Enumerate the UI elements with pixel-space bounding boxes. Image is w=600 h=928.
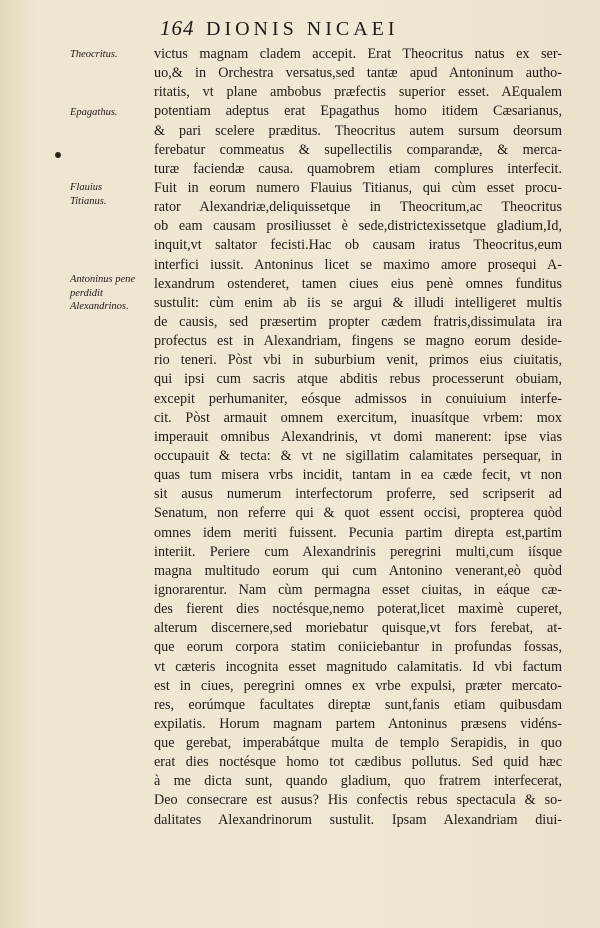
text-line: sustulit: cùm enim ab iis se argui & illudi intelligeret multis xyxy=(154,294,562,311)
text-line: sit ausus numerum interfectorum proferre, sed scripserit ad xyxy=(154,486,562,503)
text-line: interfici iussit. Antoninus licet se maximo amore prosequi A- xyxy=(154,256,562,273)
text-line: imperauit omnibus Alexandrinis, vt domi manerent: ipse vias xyxy=(154,428,562,445)
text-line: ob eam causam prosiliusset è sede,districtexissetque gladium,Id, xyxy=(154,218,562,235)
page-number: 164 xyxy=(160,16,195,40)
text-line: omnes idem meriti fuissent. Pecunia partim direpta est,partim xyxy=(154,524,562,541)
text-line: interiit. Periere cum Alexandrinis peregrini multi,cum iísque xyxy=(154,543,562,560)
text-line: que gerebat, imperabátque multa de templo Serapidis, in quo xyxy=(154,735,562,752)
text-line: excepit perhumaniter, eósque admissos in conuiuium interfe- xyxy=(154,390,562,407)
text-line: turæ faciendæ causa. quamobrem etiam complures interfecit. xyxy=(154,160,562,177)
text-line: rio teneri. Pòst vbi in suburbium venit, primos eius ciuitatis, xyxy=(154,352,562,369)
text-line: lexandrum ostenderet, tamen ciues eius penè omnes funditus xyxy=(154,275,562,292)
marginal-note-epagathus: Epagathus. xyxy=(70,107,118,118)
text-line: Deo consecrare est ausus? His confectis rebus spectacula & so- xyxy=(154,792,562,809)
body-text xyxy=(154,45,562,830)
running-head: DIONIS NICAEI xyxy=(206,18,399,40)
text-line: dalitates Alexandrinorum sustulit. Ipsam Alexandriam diui- xyxy=(154,811,562,828)
page-header xyxy=(0,16,600,42)
text-line: occupauit & tecta: & vt ne sigillatim calamitates persequar, in xyxy=(154,447,562,464)
text-line: ignorarentur. Nam cùm permagna esset ciuitas, in eáque cæ- xyxy=(154,581,562,598)
marginal-note-alexandrinos: Antoninus pene perdidit Alexandrinos. xyxy=(70,274,136,312)
text-line: victus magnam cladem accepit. Erat Theocritus natus ex ser- xyxy=(154,46,562,62)
text-line: potentiam adeptus erat Epagathus homo itidem Cæsarianus, xyxy=(154,103,562,120)
text-line: est in ciues, peregrini omnes ex vrbe expulsi, præter mercato- xyxy=(154,677,562,694)
text-line: Senatum, non referre qui & quot essent occisi, propterea quòd xyxy=(154,505,562,522)
text-line: expilatis. Horum magnam partem Antoninus præsens vidéns- xyxy=(154,715,562,732)
text-line: profectus est in Alexandriam, fingens se magno eorum deside- xyxy=(154,333,562,350)
text-line: alterum discernere,sed moriebatur quisque,vt fors ferebat, at- xyxy=(154,620,562,637)
text-line: inquit,vt saltator fecisti.Hac ob causam iratus Theocritus,eum xyxy=(154,237,562,254)
text-line: quas tum misera vrbs incidit, tantam in ea cæde fecit, vt non xyxy=(154,467,562,484)
text-line: Fuit in eorum numero Flauius Titianus, qui cùm esset procu- xyxy=(154,179,562,196)
text-line: ferebatur commeatus & supellectilis comparandæ, & merca- xyxy=(154,141,562,158)
text-line: magna multitudo eorum qui cum Antonino venerant,eò quòd xyxy=(154,562,562,579)
marginal-note-theocritus: Theocritus. xyxy=(70,49,118,60)
text-line: & pari scelere præditus. Theocritus autem sursum deorsum xyxy=(154,122,562,139)
text-line: res, eorúmque facultates direptæ sunt,fanis etiam quibusdam xyxy=(154,696,562,713)
margin-dot-mark xyxy=(55,152,61,158)
text-line: à me dicta sunt, quando gladium, quo fratrem interfecerat, xyxy=(154,773,562,790)
text-line: de causis, sed præsertim propter cædem fratris,dissimulata ira xyxy=(154,313,562,330)
marginal-note-titianus: Flauius Titianus. xyxy=(70,182,107,207)
text-line: des fierent dies noctésque,nemo poterat,licet maximè cuperet, xyxy=(154,601,562,618)
text-line: uo,& in Orchestra versatus,sed tantæ apud Antoninum autho- xyxy=(154,65,562,82)
text-line: cit. Pòst armauit omnem exercitum, inuasítque vrbem: mox xyxy=(154,409,562,426)
text-line: que eorum corpora statim coniiciebantur in profundas fossas, xyxy=(154,639,562,656)
text-line: erat dies noctésque homo tot cædibus pollutus. Sed quid hæc xyxy=(154,754,562,771)
text-line: vt cæteris incognita esset magnitudo calamitatis. Id vbi factum xyxy=(154,658,562,675)
text-line: ritatis, vt plane ambobus præfectis superior esset. AEqualem xyxy=(154,84,562,101)
text-line: qui ipsi cum sacris atque abditis rebus processerunt obuiam, xyxy=(154,371,562,388)
text-line: rator Alexandriæ,deliquissetque in Theocritum,ac Theocritus xyxy=(154,199,562,216)
